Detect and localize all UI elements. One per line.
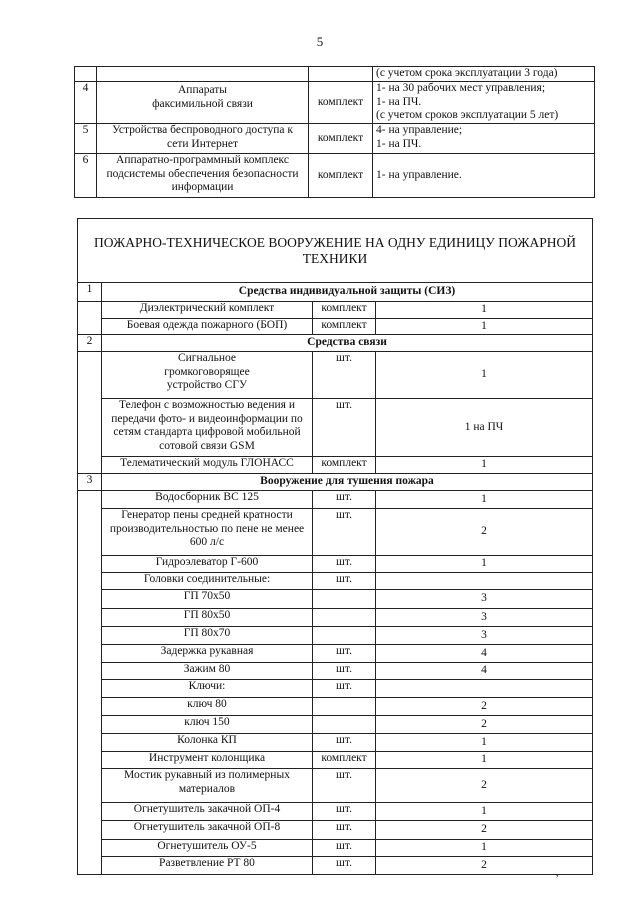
section-row [78, 283, 593, 302]
table-row [75, 67, 595, 82]
table-row [78, 609, 593, 627]
item-name: ГП 80х70 [102, 627, 313, 645]
item-quantity: 1 на ПЧ [376, 399, 593, 457]
table-row [78, 556, 593, 573]
item-unit [313, 716, 376, 734]
item-name: Задержка рукавная [102, 645, 313, 663]
table-row [78, 663, 593, 680]
item-unit: комплект [313, 752, 376, 769]
item-name: ключ 150 [102, 716, 313, 734]
item-name: Гидроэлеватор Г-600 [102, 556, 313, 573]
item-quantity: 2 [376, 698, 593, 716]
desc-line: 4- на управление; [376, 124, 463, 136]
table-title-row [78, 219, 593, 283]
item-name: Головки соединительные: [102, 573, 313, 590]
item-quantity: 1 [376, 457, 593, 474]
desc-line: 1- на 30 рабочих мест управления; [376, 82, 546, 94]
table-row [78, 821, 593, 840]
item-quantity: 2 [376, 716, 593, 734]
section-number: 1 [78, 283, 102, 302]
item-unit: шт. [313, 840, 376, 857]
item-quantity: 1 [376, 803, 593, 821]
row-name: Аппараты факсимильной связи [97, 82, 309, 124]
item-quantity: 2 [376, 769, 593, 803]
item-quantity: 3 [376, 609, 593, 627]
item-unit: шт. [313, 857, 376, 875]
row-name: Аппаратно-программный комплекс подсистемы обеспечения безопасности информации [97, 154, 309, 198]
section-title: Вооружение для тушения пожара [102, 474, 593, 491]
item-quantity: 1 [376, 319, 593, 335]
item-unit: шт. [313, 734, 376, 752]
item-name: ГП 70х50 [102, 590, 313, 609]
table-row [78, 857, 593, 875]
table-row [78, 302, 593, 319]
item-name: Инструмент колонщика [102, 752, 313, 769]
item-name: Диэлектрический комплект [102, 302, 313, 319]
table-row [78, 319, 593, 335]
item-unit: шт. [313, 491, 376, 509]
row-unit: комплект [309, 82, 373, 124]
item-unit: шт. [313, 573, 376, 590]
desc-line: 1- на ПЧ. [376, 95, 422, 108]
table-row [78, 399, 593, 457]
table-row [78, 803, 593, 821]
item-quantity: 4 [376, 663, 593, 680]
item-unit [313, 590, 376, 609]
item-quantity: 1 [376, 752, 593, 769]
table-row [78, 645, 593, 663]
fire-equipment-table [77, 218, 593, 875]
item-name: Огнетушитель закачной ОП-8 [102, 821, 313, 840]
row-number: 6 [75, 154, 97, 198]
item-name: Огнетушитель закачной ОП-4 [102, 803, 313, 821]
item-name: Зажим 80 [102, 663, 313, 680]
section-row [78, 474, 593, 491]
item-name: Телефон с возможностью ведения и передачи фото- и видеоинформации по сетям стандарта цифровой мобильной сотовой связи GSM [102, 399, 313, 457]
item-name: Колонка КП [102, 734, 313, 752]
item-unit [313, 627, 376, 645]
equipment-table-continued [74, 66, 595, 198]
section-number-span [78, 302, 102, 335]
item-name: ГП 80х50 [102, 609, 313, 627]
item-unit: комплект [313, 457, 376, 474]
item-quantity: 1 [376, 302, 593, 319]
table-row [78, 769, 593, 803]
row-unit: комплект [309, 124, 373, 154]
row-description: (с учетом срока эксплуатации 3 года) [373, 67, 595, 82]
item-name: Огнетушитель ОУ-5 [102, 840, 313, 857]
page-mark: , [556, 868, 559, 879]
table-row [78, 491, 593, 509]
section-title: Средства связи [102, 335, 593, 352]
item-unit: шт. [313, 663, 376, 680]
row-description [373, 124, 595, 154]
row-description [373, 82, 595, 124]
item-unit: шт. [313, 399, 376, 457]
section-row [78, 335, 593, 352]
item-quantity: 4 [376, 645, 593, 663]
item-name: Водосборник ВС 125 [102, 491, 313, 509]
table-row [78, 352, 593, 399]
table-row [75, 82, 595, 124]
table-row [78, 752, 593, 769]
table-row [78, 509, 593, 556]
item-unit: шт. [313, 556, 376, 573]
table-row [78, 734, 593, 752]
item-quantity: 3 [376, 590, 593, 609]
row-description: 1- на управление. [373, 154, 595, 198]
item-unit: шт. [313, 352, 376, 399]
section-title: Средства индивидуальной защиты (СИЗ) [102, 283, 593, 302]
page-number: 5 [316, 34, 324, 49]
item-quantity: 1 [376, 556, 593, 573]
item-quantity: 1 [376, 840, 593, 857]
table-row [75, 154, 595, 198]
table-row [78, 840, 593, 857]
table-title: ПОЖАРНО-ТЕХНИЧЕСКОЕ ВООРУЖЕНИЕ НА ОДНУ ЕДИНИЦУ ПОЖАРНОЙ ТЕХНИКИ [78, 219, 593, 283]
section-number-span [78, 352, 102, 474]
row-number: 4 [75, 82, 97, 124]
item-unit: комплект [313, 319, 376, 335]
item-quantity: 2 [376, 857, 593, 875]
item-quantity [376, 680, 593, 698]
item-unit: шт. [313, 769, 376, 803]
section-number: 2 [78, 335, 102, 352]
item-name: ключ 80 [102, 698, 313, 716]
item-quantity: 2 [376, 509, 593, 556]
item-name: Генератор пены средней кратности производительностью по пене не менее 600 л/с [102, 509, 313, 556]
item-unit: шт. [313, 821, 376, 840]
item-name: Мостик рукавный из полимерных материалов [102, 769, 313, 803]
table-row [78, 590, 593, 609]
item-name: Ключи: [102, 680, 313, 698]
item-quantity: 3 [376, 627, 593, 645]
table-row [78, 698, 593, 716]
item-name: Боевая одежда пожарного (БОП) [102, 319, 313, 335]
section-number: 3 [78, 474, 102, 491]
item-quantity: 1 [376, 491, 593, 509]
item-quantity: 1 [376, 352, 593, 399]
item-unit: шт. [313, 803, 376, 821]
section-number-span [78, 491, 102, 875]
item-name: Телематический модуль ГЛОНАСС [102, 457, 313, 474]
item-quantity: 1 [376, 734, 593, 752]
table-row [78, 457, 593, 474]
desc-line: (с учетом сроков эксплуатации 5 лет) [376, 109, 559, 121]
item-quantity: 2 [376, 821, 593, 840]
table-row [75, 124, 595, 154]
table-row [78, 627, 593, 645]
table-row [78, 680, 593, 698]
item-quantity [376, 573, 593, 590]
row-name: Устройства беспроводного доступа к сети Интернет [97, 124, 309, 154]
row-unit: комплект [309, 154, 373, 198]
row-number: 5 [75, 124, 97, 154]
item-unit: шт. [313, 680, 376, 698]
item-unit: шт. [313, 509, 376, 556]
table-row [78, 716, 593, 734]
item-unit [313, 698, 376, 716]
table-row [78, 573, 593, 590]
item-unit: шт. [313, 645, 376, 663]
item-unit: комплект [313, 302, 376, 319]
item-name: Сигнальное громкоговорящее устройство СГУ [102, 352, 313, 399]
item-unit [313, 609, 376, 627]
item-name: Разветвление РТ 80 [102, 857, 313, 875]
desc-line: 1- на ПЧ. [376, 137, 422, 150]
